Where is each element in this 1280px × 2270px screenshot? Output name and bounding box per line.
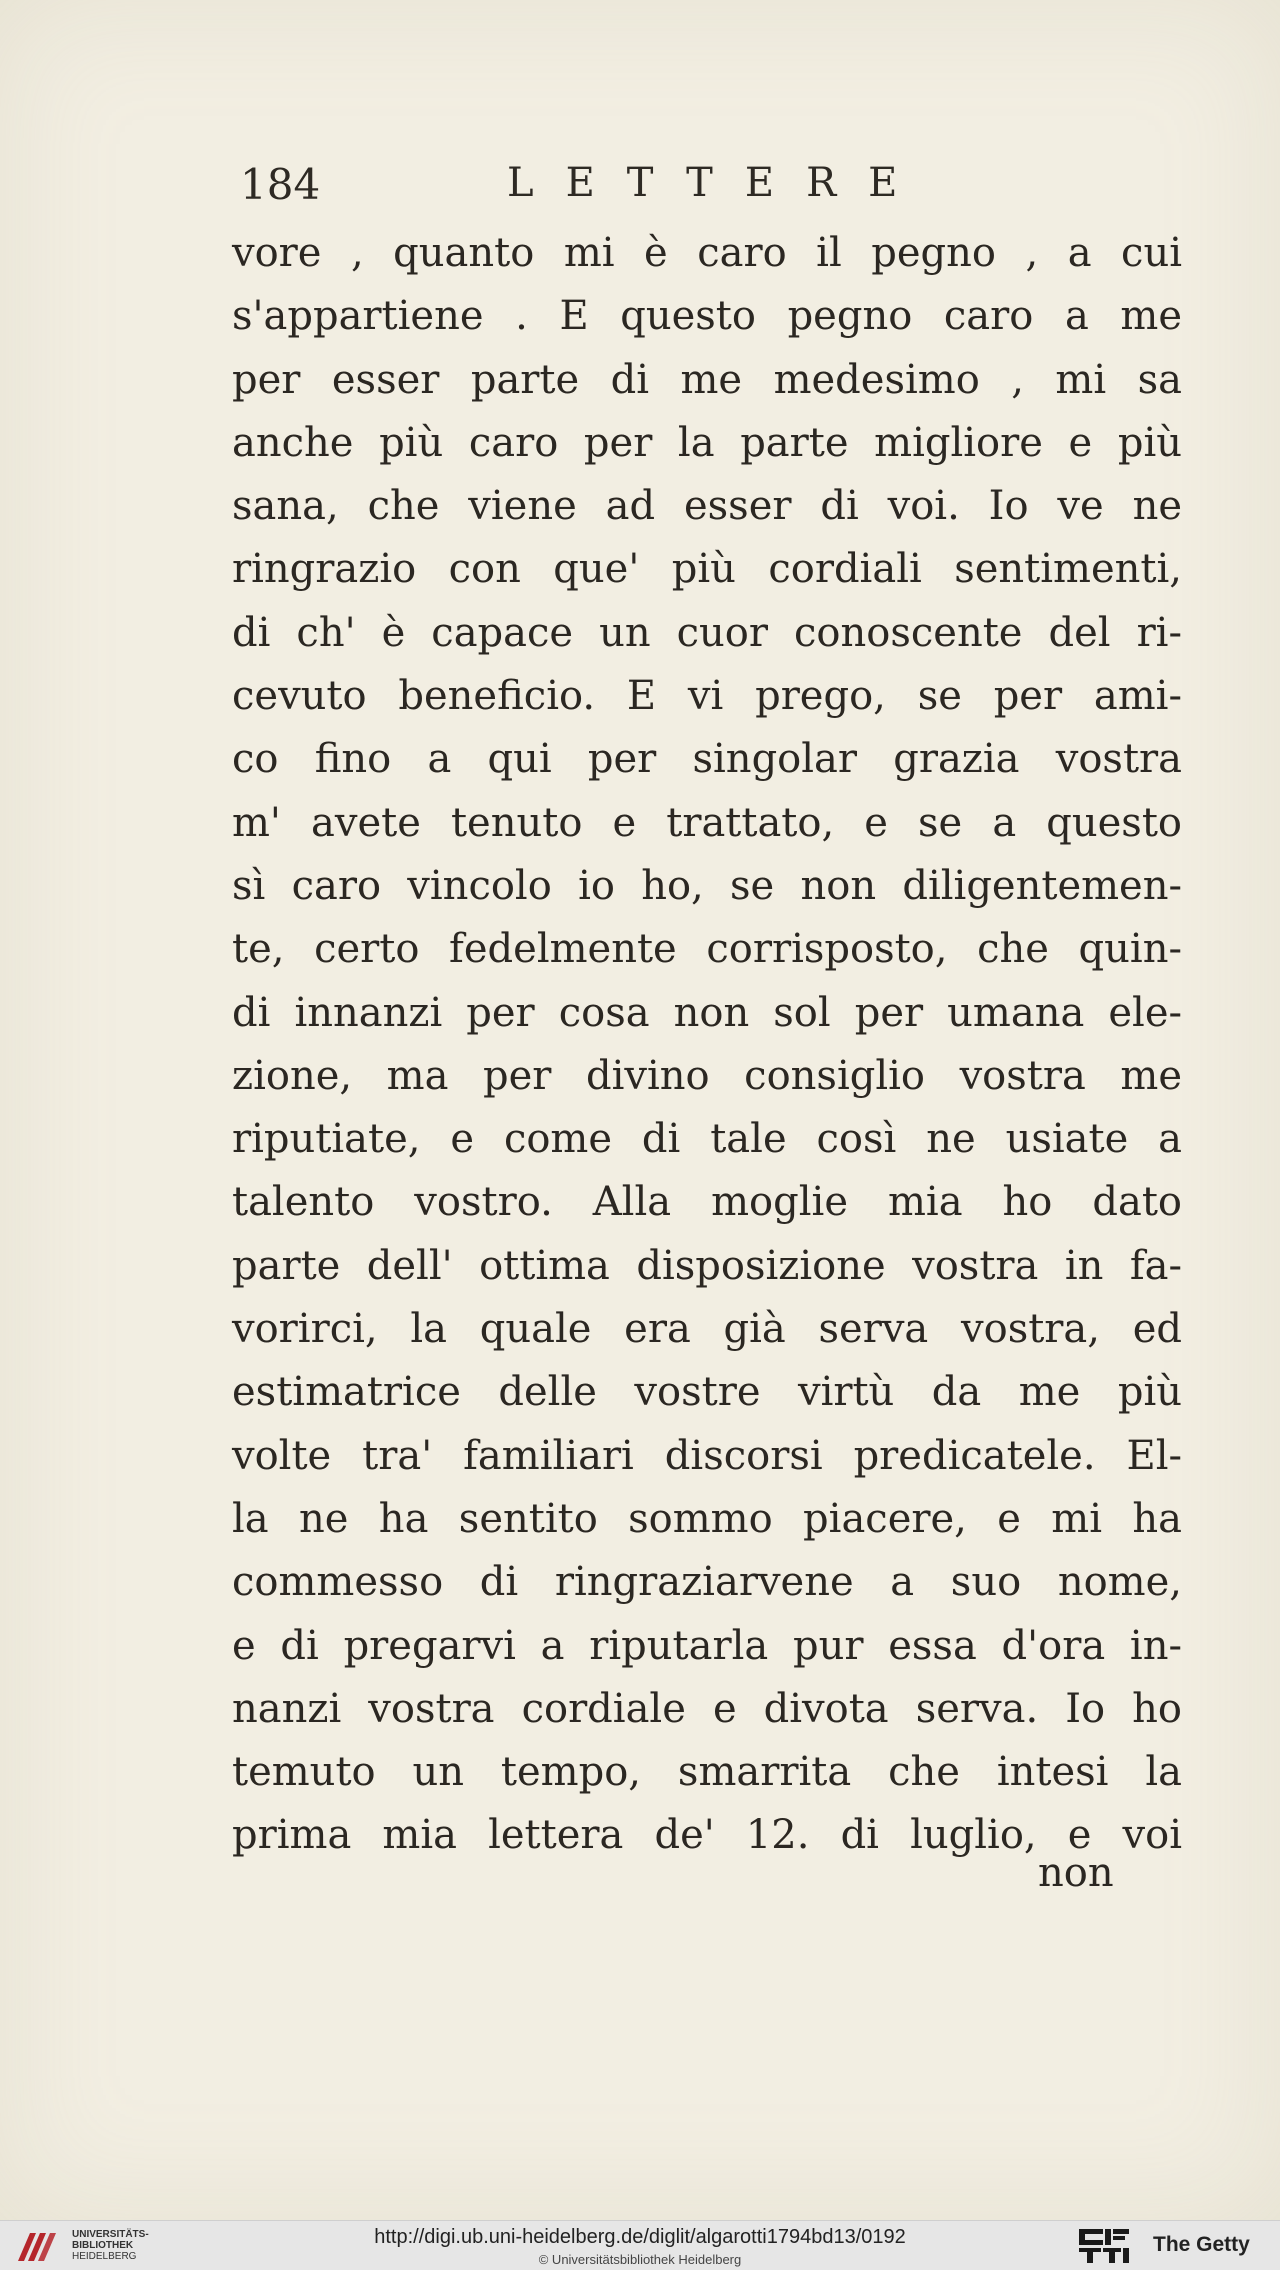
text-line: volte tra' familiari discorsi predicatele. El- xyxy=(232,1432,1182,1479)
text-line: co fino a qui per singolar grazia vostra xyxy=(232,736,1182,783)
text-line: di ch' è capace un cuor conoscente del ri- xyxy=(232,609,1182,656)
running-head: LETTERE xyxy=(507,160,930,206)
text-line: nanzi vostra cordiale e divota serva. Io ho xyxy=(232,1685,1182,1732)
text-line: estimatrice delle vostre virtù da me più xyxy=(232,1369,1182,1416)
library-name-line: UNIVERSITÄTS- xyxy=(72,2229,149,2240)
text-line: te, certo fedelmente corrisposto, che quin- xyxy=(232,926,1182,973)
text-line: e di pregarvi a riputarla pur essa d'ora in- xyxy=(232,1622,1182,1669)
text-line: anche più caro per la parte migliore e più xyxy=(232,419,1182,466)
text-line: vore , quanto mi è caro il pegno , a cui xyxy=(232,230,1182,276)
text-line: cevuto beneficio. E vi prego, se per ami- xyxy=(232,673,1182,720)
partner-name: The Getty xyxy=(1153,2233,1250,2256)
letter-body xyxy=(232,222,1182,1868)
text-line: prima mia lettera de' 12. di luglio, e voi xyxy=(232,1812,1182,1859)
text-line: commesso di ringraziarvene a suo nome, xyxy=(232,1559,1182,1606)
page-header xyxy=(232,160,1192,220)
text-line: sì caro vincolo io ho, se non diligentemen- xyxy=(232,862,1182,909)
text-line: parte dell' ottima disposizione vostra in fa- xyxy=(232,1242,1182,1289)
text-line: talento vostro. Alla moglie mia ho dato xyxy=(232,1179,1182,1226)
page-number: 184 xyxy=(240,160,321,209)
text-line: di innanzi per cosa non sol per umana ele- xyxy=(232,989,1182,1036)
text-line: riputiate, e come di tale così ne usiate a xyxy=(232,1116,1182,1163)
footer-bar xyxy=(0,2220,1280,2270)
text-line: per esser parte di me medesimo , mi sa xyxy=(232,356,1182,403)
getty-logo-icon[interactable] xyxy=(1077,2227,1131,2265)
catchword: non xyxy=(1038,1850,1114,1896)
copyright-notice: © Universitätsbibliothek Heidelberg xyxy=(538,2252,742,2267)
text-line: vorirci, la quale era già serva vostra, ed xyxy=(232,1306,1182,1353)
text-line: ringrazio con que' più cordiali sentimenti, xyxy=(232,546,1182,593)
text-line: la ne ha sentito sommo piacere, e mi ha xyxy=(232,1495,1182,1542)
text-line: temuto un tempo, smarrita che intesi la xyxy=(232,1749,1182,1796)
text-line: sana, che viene ad esser di voi. Io ve ne xyxy=(232,483,1182,530)
text-line: s'appartiene . E questo pegno caro a me xyxy=(232,293,1182,340)
permalink-url[interactable]: http://digi.ub.uni-heidelberg.de/diglit/algarotti1794bd13/0192 xyxy=(374,2226,906,2248)
library-name-line: BIBLIOTHEK xyxy=(72,2240,134,2251)
text-line: m' avete tenuto e trattato, e se a questo xyxy=(232,799,1182,846)
text-line: zione, ma per divino consiglio vostra me xyxy=(232,1052,1182,1099)
library-name-line: HEIDELBERG xyxy=(72,2251,137,2262)
